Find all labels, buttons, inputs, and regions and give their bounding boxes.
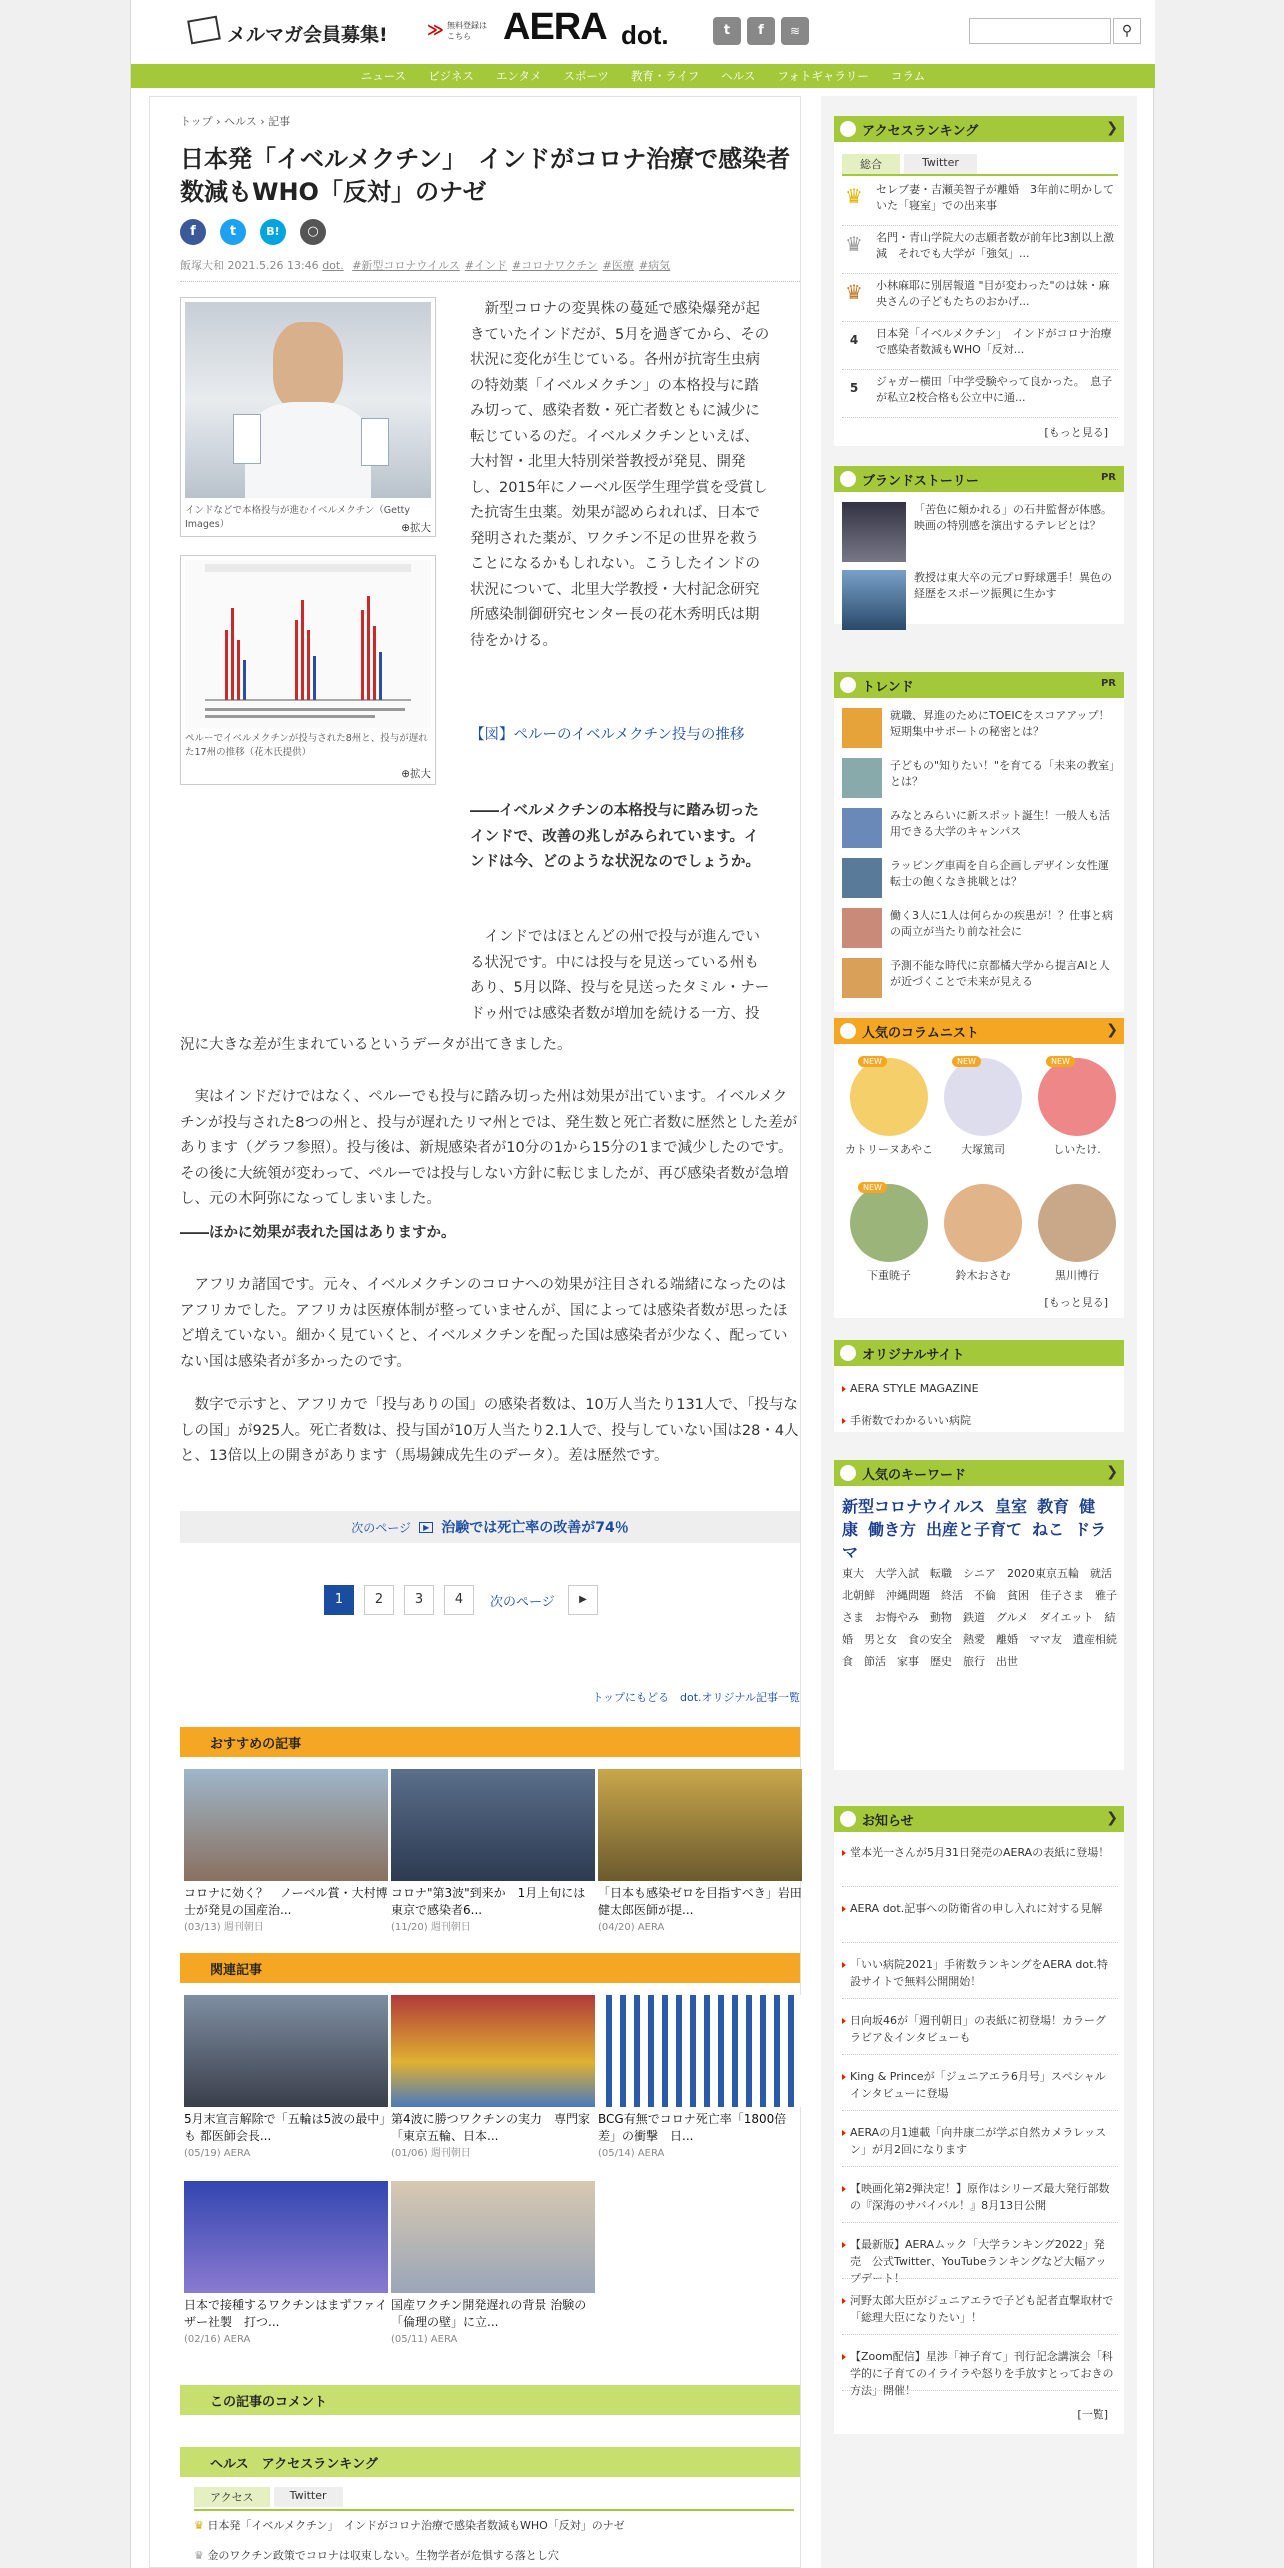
chevron-right-icon: ❯	[1106, 1022, 1118, 1038]
ranking-item[interactable]	[842, 326, 1118, 370]
keyword-big[interactable]: 働き方	[868, 1520, 917, 1539]
next-page-title: 治験では死亡率の改善が74％	[441, 1520, 629, 1536]
nav-item[interactable]: 教育・ライフ	[630, 69, 700, 83]
sidebar	[821, 96, 1137, 2568]
trend-item[interactable]: みなとみらいに新スポット誕生！一般人も活用できる大学のキャンパス	[890, 809, 1110, 838]
new-badge: NEW	[1046, 1056, 1075, 1067]
photo-box-1	[180, 297, 436, 537]
columnist-box	[834, 1018, 1124, 1318]
rank-number: 5	[849, 381, 859, 395]
share-twitter-icon[interactable]: t	[220, 219, 246, 245]
back-links[interactable]: トップにもどる dot.オリジナル記事一覧	[592, 1691, 800, 1704]
notice-item[interactable]: AERAの月1連載「向井康二が学ぶ自然カメラレッスン」が月2回になります	[842, 2124, 1114, 2158]
columnist-avatar[interactable]	[850, 1184, 928, 1262]
breadcrumb-top[interactable]: トップ	[180, 115, 213, 128]
share-hatena-icon[interactable]: B!	[260, 219, 286, 245]
tab-twitter[interactable]: Twitter	[904, 154, 977, 174]
nav-item[interactable]: ヘルス	[721, 69, 756, 83]
related-card-3[interactable]: BCG有無でコロナ死亡率「1800倍差」の衝撃 日... (05/14) AERA	[598, 1995, 802, 2162]
keyword-big[interactable]: ドラマ	[842, 1520, 1107, 1562]
tag-link[interactable]: #新型コロナウイルス	[352, 259, 460, 272]
ranking-item[interactable]	[842, 182, 1118, 226]
tag-link[interactable]: #医療	[602, 259, 634, 272]
nav-item[interactable]: ニュース	[360, 69, 407, 83]
person-icon	[840, 677, 856, 693]
page-1[interactable]: 1	[324, 1585, 354, 1615]
logo-aera[interactable]: AERA	[503, 6, 607, 48]
ranking-header: アクセスランキング ❯	[834, 116, 1124, 142]
notice-item[interactable]: 【映画化第2弾決定！】原作はシリーズ最大発行部数の『深海のサバイバル！』8月13日公開	[842, 2180, 1114, 2214]
graph-peru[interactable]	[185, 560, 431, 728]
related-card-4[interactable]: 日本で接種するワクチンはまずファイザー社製 打つ... (02/16) AERA	[184, 2181, 388, 2348]
mailmag-sub[interactable]: 無料登録はこちら	[447, 21, 487, 41]
columnist-avatar[interactable]	[1038, 1058, 1116, 1136]
person-icon	[840, 471, 856, 487]
trend-thumb[interactable]	[842, 758, 882, 798]
trend-thumb[interactable]	[842, 708, 882, 748]
recommend-header: おすすめの記事	[180, 1727, 800, 1757]
twitter-icon[interactable]: t	[713, 17, 741, 45]
trend-item[interactable]: 子どもの"知りたい！"を育てる「未来の教室」とは？	[890, 759, 1115, 788]
divider	[842, 1942, 1118, 1943]
source-link[interactable]: dot.	[322, 259, 344, 272]
notice-item[interactable]: King & Princeが「ジュニアエラ6月号」スペシャルインタビューに登場	[842, 2068, 1114, 2102]
trend-item[interactable]: 予測不能な時代に京都橘大学から提言AIと人が近づくことで未来が見える	[890, 959, 1110, 988]
breadcrumb-article: 記事	[268, 115, 291, 128]
breadcrumb: トップ › ヘルス › 記事	[180, 115, 291, 128]
ranking-title: 名門・青山学院大の志願者数が前年比3割以上激減 それでも大学が「強気」...	[876, 231, 1114, 260]
tag-link[interactable]: #インド	[464, 259, 507, 272]
paragraph-1: 新型コロナの変異株の蔓延で感染爆発が起きていたインドだが、5月を過ぎてから、その状況に変化が生じている。各州が抗寄生虫病の特効薬「イベルメクチン」の本格投与に踏み切って、感染者数・死亡者数ともに減少に転じているのだ。イベルメクチンといえば、大村智・北里大特別栄誉教授が発見、開発し、2015年にノーベル医学生理学賞を受賞した抗寄生虫薬。効果が認められれば、日本で発明された薬が、ワクチン不足の世界を救うことになるかもしれない。こうしたインドの状況について、北里大学教授・大村記念研究所感染制御研究センター長の花木秀明氏は期待をかける。	[470, 301, 770, 649]
next-page-label: 次のページ	[351, 1520, 412, 1535]
rss-icon[interactable]: ≋	[781, 17, 809, 45]
columnist-avatar[interactable]	[1038, 1184, 1116, 1262]
keyword-big[interactable]: 皇室	[995, 1497, 1028, 1516]
photo2-caption: ペルーでイベルメクチンが投与された8州と、投与が遅れた17州の推移（花木氏提供）	[185, 733, 428, 758]
keyword-cloud	[842, 1494, 1128, 1673]
related-header: 関連記事	[180, 1953, 800, 1983]
share-comment-icon[interactable]: ○	[300, 219, 326, 245]
ranking-title: 日本発「イベルメクチン」 インドがコロナ治療で感染者数減もWHO「反対...	[876, 327, 1112, 356]
global-nav	[131, 64, 1155, 88]
keyword-big[interactable]: 新型コロナウイルス	[842, 1497, 986, 1516]
page-4[interactable]: 4	[444, 1585, 474, 1615]
logo-dot[interactable]: dot.	[621, 20, 669, 50]
trend-box	[834, 672, 1124, 1012]
photo-ivermectin[interactable]	[185, 302, 431, 498]
crown-icon	[840, 121, 856, 137]
photo1-caption: インドなどで本格投与が進むイベルメクチン（Getty Images）	[185, 505, 411, 530]
related-card-1[interactable]: 5月末宣言解除で「五輪は5波の最中」も 都医師会長... (05/19) AERA	[184, 1995, 388, 2162]
notice-header: お知らせ ❯	[834, 1806, 1124, 1832]
health-rank-item-1[interactable]: ♛ 日本発「イベルメクチン」 インドがコロナ治療で感染者数減もWHO「反対」のナゼ	[194, 2519, 625, 2532]
byline-date: 飯塚大和 2021.5.26 13:46	[180, 259, 319, 272]
notice-item[interactable]: 河野太郎大臣がジュニアエラで子ども記者直撃取材で「総理大臣になりたい」！	[842, 2292, 1114, 2326]
trend-item[interactable]: 働く3人に1人は何らかの疾患が！？仕事と病の両立が当たり前な社会に	[890, 909, 1113, 938]
health-rank-item-2[interactable]: ♛ 金のワクチン政策でコロナは収束しない。生物学者が危惧する落とし穴	[194, 2549, 559, 2562]
notice-item[interactable]: 日向坂46が「週刊朝日」の表紙に初登場！カラーグラビア＆インタビューも	[842, 2012, 1114, 2046]
original-box	[834, 1340, 1124, 1432]
facebook-icon[interactable]: f	[747, 17, 775, 45]
brand-thumb-2[interactable]	[842, 570, 906, 630]
nav-item[interactable]: エンタメ	[495, 69, 542, 83]
notice-box	[834, 1806, 1124, 2434]
pen-icon	[840, 1023, 856, 1039]
share-facebook-icon[interactable]: f	[180, 219, 206, 245]
divider	[842, 2334, 1118, 2335]
chevron-right-icon: ❯	[1106, 1810, 1118, 1826]
columnist-name[interactable]: 下重暁子	[867, 1269, 911, 1282]
trend-thumb[interactable]	[842, 908, 882, 948]
recommend-card-3[interactable]: 「日本も感染ゼロを目指すべき」岩田健太郎医師が提... (04/20) AERA	[598, 1769, 802, 1936]
trend-thumb[interactable]	[842, 858, 882, 898]
columnist-more-link[interactable]: [もっと見る]	[1044, 1296, 1108, 1309]
article-meta	[180, 257, 800, 273]
new-badge: NEW	[858, 1056, 887, 1067]
ranking-title: 小林麻耶に別居報道 "目が変わった"のは妹・麻央さんの子どもたちのおかげ...	[876, 279, 1110, 308]
recommend-card-2[interactable]: コロナ"第3波"到来か 1月上旬には東京で感染者6... (11/20) 週刊朝日	[391, 1769, 595, 1936]
next-arrow-icon[interactable]: ▶	[568, 1585, 598, 1615]
tab-access[interactable]: アクセス	[194, 2487, 270, 2507]
answer-1b: 況に大きな差が生まれているというデータが出てきました。	[180, 1037, 572, 1053]
brand-header: ブランドストーリー PR	[834, 466, 1124, 492]
site-header	[131, 0, 1155, 64]
brand-item-1[interactable]: 「苦色に頬かれる」の石井監督が体感。映画の特別感を演出するテレビとは？	[914, 503, 1112, 532]
chevron-right-icon: ❯	[1106, 1464, 1118, 1480]
related-card-2[interactable]: 第4波に勝つワクチンの実力 専門家「東京五輪、日本... (01/06) 週刊朝日	[391, 1995, 595, 2162]
nav-item[interactable]: ビジネス	[428, 69, 474, 83]
mailmag-banner[interactable]: メルマガ会員募集!	[227, 24, 388, 46]
ranking-item[interactable]	[842, 374, 1118, 418]
divider	[842, 2222, 1118, 2223]
search-icon[interactable]: ⚲	[1113, 18, 1141, 44]
nav-item[interactable]: スポーツ	[563, 69, 609, 83]
columnist-header: 人気のコラムニスト ❯	[834, 1018, 1124, 1044]
question-2: ――ほかに効果が表れた国はありますか。	[180, 1225, 456, 1241]
rank-number: ♛	[845, 232, 863, 256]
chevron-right-icon: ❯	[1106, 120, 1118, 136]
paragraph-a3: アフリカ諸国です。元々、イベルメクチンのコロナへの効果が注目される端緒になったのはアフリカでした。アフリカは医療体制が整っていませんが、国によっては感染者数が思ったほど増えていない。細かく見ていくと、イベルメクチンを配った国は感染者が少なく、配っていない国は感染者が多かったのです。	[180, 1277, 788, 1370]
article-title: 日本発「イベルメクチン」 インドがコロナ治療で感染者数減もWHO「反対」のナゼ	[180, 145, 791, 206]
related-card-5[interactable]: 国産ワクチン開発遅れの背景 治験の「倫理の壁」に立... (05/11) AERA	[391, 2181, 595, 2348]
columnist-name[interactable]: しいたけ.	[1053, 1143, 1101, 1156]
divider	[842, 2390, 1118, 2391]
tag-link[interactable]: #コロナワクチン	[512, 259, 598, 272]
arrow-icon: ≫	[427, 20, 444, 39]
ranking-item[interactable]	[842, 230, 1118, 274]
new-badge: NEW	[952, 1056, 981, 1067]
page-3[interactable]: 3	[404, 1585, 434, 1615]
keyword-big[interactable]: 健康	[842, 1497, 1096, 1539]
original-item-2[interactable]: 手術数でわかるいい病院	[842, 1412, 1114, 1429]
answer-1a: インドではほとんどの州で投与が進んでいる状況です。中には投与を見送っている州もあり、5月以降、投与を見送ったタミル・ナードゥ州では感染者数が増加を続ける一方、投	[470, 929, 770, 1022]
recommend-card-1[interactable]: コロナに効く？ ノーベル賞・大村博士が発見の国産治... (03/13) 週刊朝日	[184, 1769, 388, 1936]
notice-item[interactable]: AERA dot.記事への防衛省の申し入れに対する見解	[842, 1900, 1114, 1917]
ranking-box	[834, 116, 1124, 446]
figure-link[interactable]: 【図】ペルーのイベルメクチン投与の推移	[470, 727, 745, 743]
keyword-big[interactable]: ねこ	[1032, 1520, 1065, 1539]
tag-list	[347, 259, 670, 272]
columnist-avatar[interactable]	[944, 1184, 1022, 1262]
ranking-title: セレブ妻・吉瀬美智子が離婚 3年前に明かしていた「寝室」での出来事	[876, 183, 1114, 212]
new-badge: NEW	[858, 1182, 887, 1193]
divider	[842, 2166, 1118, 2167]
columnist-name[interactable]: 鈴木おさむ	[955, 1269, 1011, 1282]
divider	[842, 2110, 1118, 2111]
next-page-text[interactable]: 次のページ	[490, 1595, 555, 1610]
ranking-title: ジャガー横田「中学受験やって良かった。 息子が私立2校合格も公立中に通...	[876, 375, 1113, 404]
health-rank-tabs	[194, 2487, 343, 2507]
trend-thumb[interactable]	[842, 808, 882, 848]
columnist-avatar[interactable]	[944, 1058, 1022, 1136]
tab-twitter[interactable]: Twitter	[274, 2487, 343, 2507]
keyword-box	[834, 1460, 1128, 1770]
keyword-header: 人気のキーワード ❯	[834, 1460, 1124, 1486]
question-1: ――イベルメクチンの本格投与に踏み切ったインドで、改善の兆しがみられています。インドは今、どのような状況なのでしょうか。	[470, 803, 760, 870]
brand-item-2[interactable]: 教授は東大卒の元プロ野球選手！異色の経歴をスポーツ振興に生かす	[914, 571, 1112, 600]
brand-thumb-1[interactable]	[842, 502, 906, 562]
notice-item[interactable]: 【Zoom配信】星渉「神子育て」刊行記念講演会「科学的に子育てのイライラや怒りを手放すとっておきの方法」開催！	[842, 2348, 1114, 2399]
notice-item[interactable]: 【最新版】AERAムック「大学ランキング2022」発売 公式Twitter、YouTubeランキングなど大幅アップデート！	[842, 2236, 1114, 2287]
keyword-big[interactable]: 出産と子育て	[926, 1520, 1023, 1539]
trend-thumb[interactable]	[842, 958, 882, 998]
share-buttons	[180, 219, 326, 245]
globe-icon	[840, 1345, 856, 1361]
zoom-button-2[interactable]: ⊕拡大	[401, 768, 431, 780]
trend-item[interactable]: ラッピング車両を自ら企画しデザイン女性運転士の飽くなき挑戦とは？	[890, 859, 1109, 888]
photo-box-2	[180, 555, 436, 785]
divider	[842, 1998, 1118, 1999]
search-icon	[840, 1465, 856, 1481]
ranking-more-link[interactable]: [もっと見る]	[1044, 426, 1108, 439]
zoom-button-1[interactable]: ⊕拡大	[401, 522, 431, 534]
health-ranking-header: ヘルス アクセスランキング	[180, 2447, 800, 2477]
trend-header: トレンド PR	[834, 672, 1124, 698]
article-column	[149, 96, 801, 2568]
ranking-tabs	[842, 154, 977, 174]
notice-item[interactable]: 「いい病院2021」手術数ランキングをAERA dot.特設サイトで無料公開開始！	[842, 1956, 1114, 1990]
paragraph-a4: 数字で示すと、アフリカで「投与ありの国」の感染者数は、10万人当たり131人で、「投与なしの国」が925人。死亡者数は、投与国が10万人当たり2.1人で、投与していない国は28・4人と、13倍以上の開きがあります（馬場錬成先生のデータ）。差は歴然です。	[180, 1397, 799, 1464]
paragraph-a2: 実はインドだけではなく、ペルーでも投与に踏み切った州は効果が出ています。イベルメクチンが投与された8つの州と、投与が遅れたリマ州とでは、発生数と死亡者数に歴然とした差があります（グラフ参照）。投与後は、新規感染者が10分の1から15分の1まで減少したのです。その後に大統領が変わって、ペルーでは投与しない方針に転じましたが、再び感染者数が急増し、元の木阿弥になってしまいました。	[180, 1089, 798, 1207]
nav-item[interactable]: フォトギャラリー	[777, 69, 869, 83]
original-item-1[interactable]: AERA STYLE MAGAZINE	[842, 1380, 1114, 1397]
comments-header: この記事のコメント	[180, 2385, 800, 2415]
divider	[842, 2054, 1118, 2055]
crown-icon: ♛	[194, 2549, 204, 2562]
next-page-banner[interactable]	[180, 1511, 800, 1543]
play-icon: ▶	[419, 1522, 433, 1533]
crown-icon: ♛	[194, 2519, 204, 2532]
tag-link[interactable]: #病気	[638, 259, 671, 272]
columnist-name[interactable]: カトリーヌあやこ	[845, 1143, 933, 1156]
search-input[interactable]	[969, 18, 1111, 44]
tab-overall[interactable]: 総合	[842, 154, 900, 174]
brand-box	[834, 466, 1124, 624]
divider	[842, 1886, 1118, 1887]
columnist-name[interactable]: 大塚篤司	[961, 1143, 1005, 1156]
keyword-big[interactable]: 教育	[1037, 1497, 1070, 1516]
notice-item[interactable]: 堂本光一さんが5月31日発売のAERAの表紙に登場！	[842, 1844, 1114, 1861]
breadcrumb-health[interactable]: ヘルス	[224, 115, 257, 128]
keyword-small-list[interactable]: 東大 大学入試 転職 シニア 2020東京五輪 就活 北朝鮮 沖縄問題 終活 不倫 貧困 佳子さま 雅子さま お悔やみ 動物 鉄道 グルメ ダイエット 結婚 男と女 食の安全 熱愛 離婚 ママ友 遺産相続 食 節活 家事 歴史 旅行 出世	[842, 1567, 1128, 1668]
info-icon	[840, 1811, 856, 1827]
rank-number: ♛	[845, 280, 863, 304]
nav-item[interactable]: コラム	[890, 69, 926, 83]
divider	[842, 2278, 1118, 2279]
notice-list-link[interactable]: [一覧]	[1077, 2408, 1108, 2421]
rank-number: ♛	[845, 184, 863, 208]
ranking-item[interactable]	[842, 278, 1118, 322]
rank-number: 4	[849, 333, 859, 347]
page-2[interactable]: 2	[364, 1585, 394, 1615]
original-header: オリジナルサイト	[834, 1340, 1124, 1366]
mail-icon	[187, 16, 221, 45]
page-wrapper	[130, 0, 1154, 2568]
columnist-avatar[interactable]	[850, 1058, 928, 1136]
trend-item[interactable]: 就職、昇進のためにTOEICをスコアアップ！短期集中サポートの秘密とは？	[890, 709, 1110, 738]
columnist-name[interactable]: 黒川博行	[1055, 1269, 1099, 1282]
